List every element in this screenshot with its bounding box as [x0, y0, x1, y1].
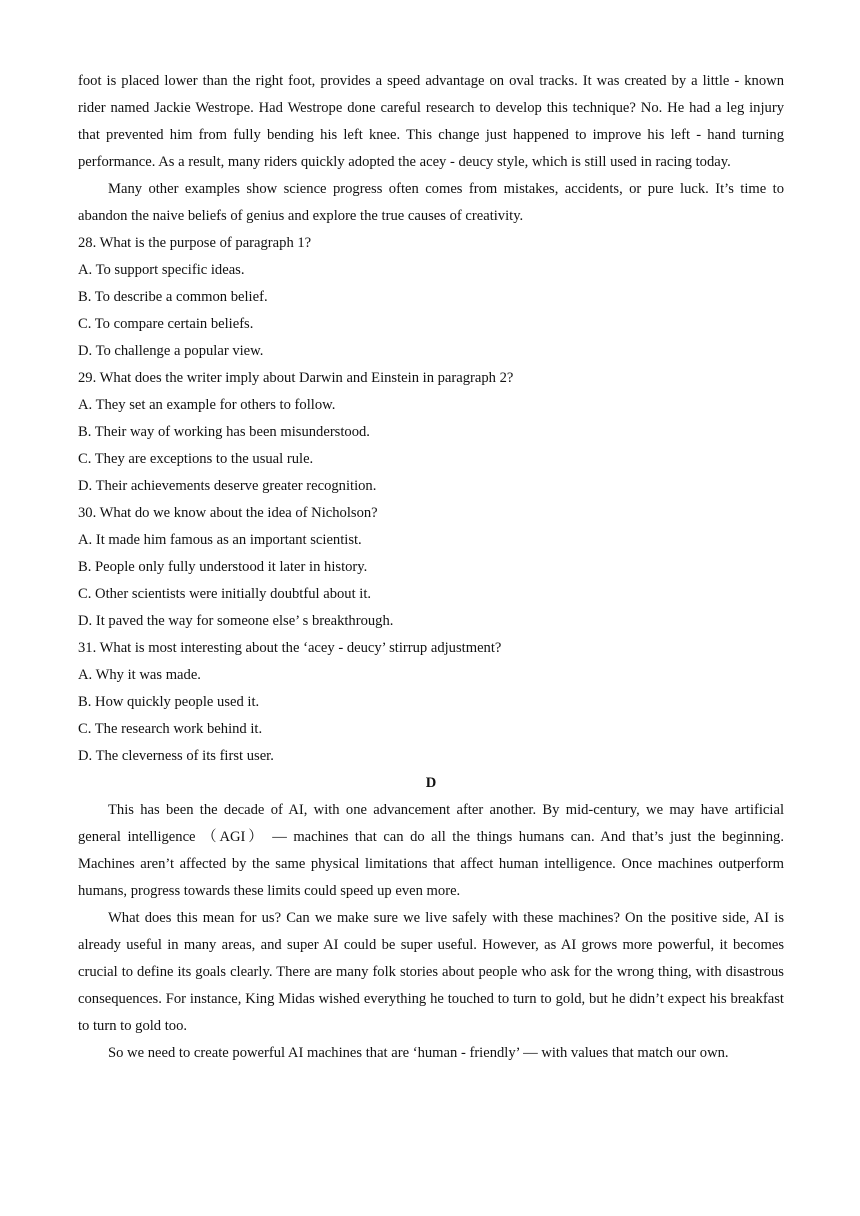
passage-d-paragraph-2: What does this mean for us? Can we make sure we live safely with these machines? On the positive side, AI is already useful in many areas, and super AI could be super useful. However, as AI grows more powerful, it becomes crucial to define its goals clearly. There are many folk stories about people who ask for the wrong thing, with disastrous consequences. For instance, King Midas wished everything he touched to turn to gold, but he didn’t expect his breakfast to turn to gold too. — [78, 910, 784, 1034]
question-29 — [78, 365, 784, 500]
option-b: B. To describe a common belief. — [78, 289, 268, 305]
question-stem: 29. What does the writer imply about Darwin and Einstein in paragraph 2? — [78, 370, 514, 386]
option-d: D. The cleverness of its first user. — [78, 748, 274, 764]
document-page — [78, 68, 784, 1067]
option-a: A. Why it was made. — [78, 667, 201, 683]
passage-d-paragraph-1: This has been the decade of AI, with one advancement after another. By mid-century, we may have artificial general intelligence （AGI） — machines that can do all the things humans can. And that’s just the beginning. Machines aren’t affected by the same physical limitations that affect human intelligence. Once machines outperform humans, progress towards these limits could speed up even more. — [78, 802, 784, 899]
question-stem: 30. What do we know about the idea of Nicholson? — [78, 505, 378, 521]
section-title-d: D — [425, 775, 437, 791]
question-stem: 28. What is the purpose of paragraph 1? — [78, 235, 312, 251]
option-b: B. People only fully understood it later in history. — [78, 559, 368, 575]
question-31 — [78, 635, 784, 770]
option-d: D. It paved the way for someone else’ s breakthrough. — [78, 613, 394, 629]
question-30 — [78, 500, 784, 635]
option-c: C. They are exceptions to the usual rule. — [78, 451, 314, 467]
option-b: B. How quickly people used it. — [78, 694, 260, 710]
option-c: C. To compare certain beliefs. — [78, 316, 254, 332]
question-stem: 31. What is most interesting about the ‘acey - deucy’ stirrup adjustment? — [78, 640, 502, 656]
question-28 — [78, 230, 784, 365]
option-d: D. To challenge a popular view. — [78, 343, 264, 359]
passage-c-conclusion: Many other examples show science progress often comes from mistakes, accidents, or pure luck. It’s time to abandon the naive beliefs of genius and explore the true causes of creativity. — [78, 181, 784, 224]
option-a: A. It made him famous as an important scientist. — [78, 532, 362, 548]
option-b: B. Their way of working has been misunderstood. — [78, 424, 370, 440]
passage-d-paragraph-3: So we need to create powerful AI machines that are ‘human - friendly’ — with values that match our own. — [108, 1045, 729, 1061]
passage-c-paragraph: foot is placed lower than the right foot, provides a speed advantage on oval tracks. It was created by a little - known rider named Jackie Westrope. Had Westrope done careful research to develop this technique? No. He had a leg injury that prevented him from fully bending his left knee. This change just happened to improve his left - hand turning performance. As a result, many riders quickly adopted the acey - deucy style, which is still used in racing today. — [78, 73, 784, 170]
option-a: A. To support specific ideas. — [78, 262, 245, 278]
option-d: D. Their achievements deserve greater recognition. — [78, 478, 377, 494]
option-c: C. Other scientists were initially doubtful about it. — [78, 586, 372, 602]
option-c: C. The research work behind it. — [78, 721, 263, 737]
option-a: A. They set an example for others to follow. — [78, 397, 336, 413]
